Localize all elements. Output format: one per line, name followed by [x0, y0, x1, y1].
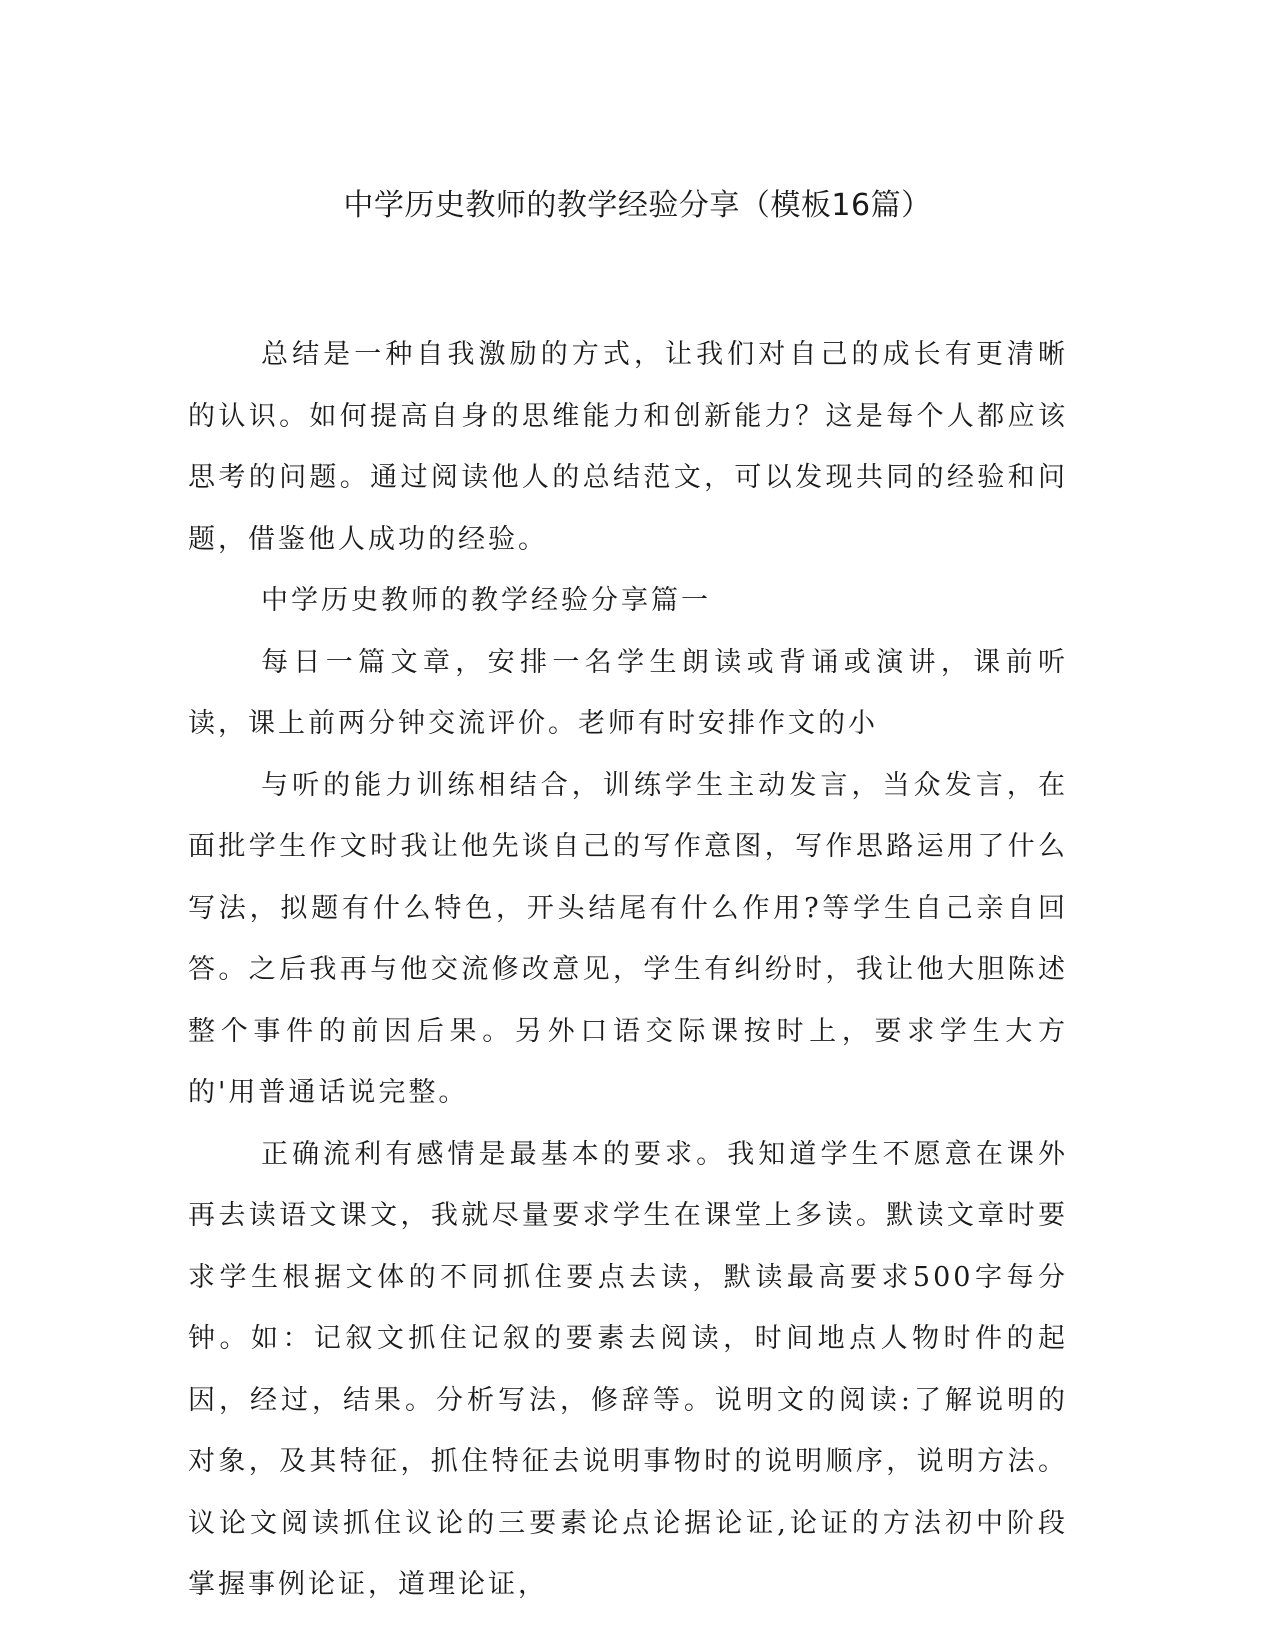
document-body [188, 324, 1068, 1616]
document-title: 中学历史教师的教学经验分享（模板16篇） [343, 188, 932, 223]
body-paragraph: 每日一篇文章，安排一名学生朗读或背诵或演讲，课前听读，课上前两分钟交流评价。老师有时安排作文的小 [188, 646, 1068, 739]
body-paragraph: 与听的能力训练相结合，训练学生主动发言，当众发言，在面批学生作文时我让他先谈自己的写作意图，写作思路运用了什么写法，拟题有什么特色，开头结尾有什么作用?等学生自己亲自回答。之后我再与他交流修改意见，学生有纠纷时，我让他大胆陈述整个事件的前因后果。另外口语交际课按时上，要求学生大方的'用普通话说完整。 [188, 769, 1068, 1108]
body-paragraph: 正确流利有感情是最基本的要求。我知道学生不愿意在课外再去读语文课文，我就尽量要求学生在课堂上多读。默读文章时要求学生根据文体的不同抓住要点去读，默读最高要求500字每分钟。如：记叙文抓住记叙的要素去阅读，时间地点人物时件的起因，经过，结果。分析写法，修辞等。说明文的阅读:了解说明的对象，及其特征，抓住特征去说明事物时的说明顺序，说明方法。议论文阅读抓住议论的三要素论点论据论证,论证的方法初中阶段掌握事例论证，道理论证， [188, 1138, 1068, 1600]
intro-paragraph: 总结是一种自我激励的方式，让我们对自己的成长有更清晰的认识。如何提高自身的思维能力和创新能力？这是每个人都应该思考的问题。通过阅读他人的总结范文，可以发现共同的经验和问题，借鉴他人成功的经验。 [188, 339, 1068, 555]
section-heading: 中学历史教师的教学经验分享篇一 [261, 585, 711, 616]
